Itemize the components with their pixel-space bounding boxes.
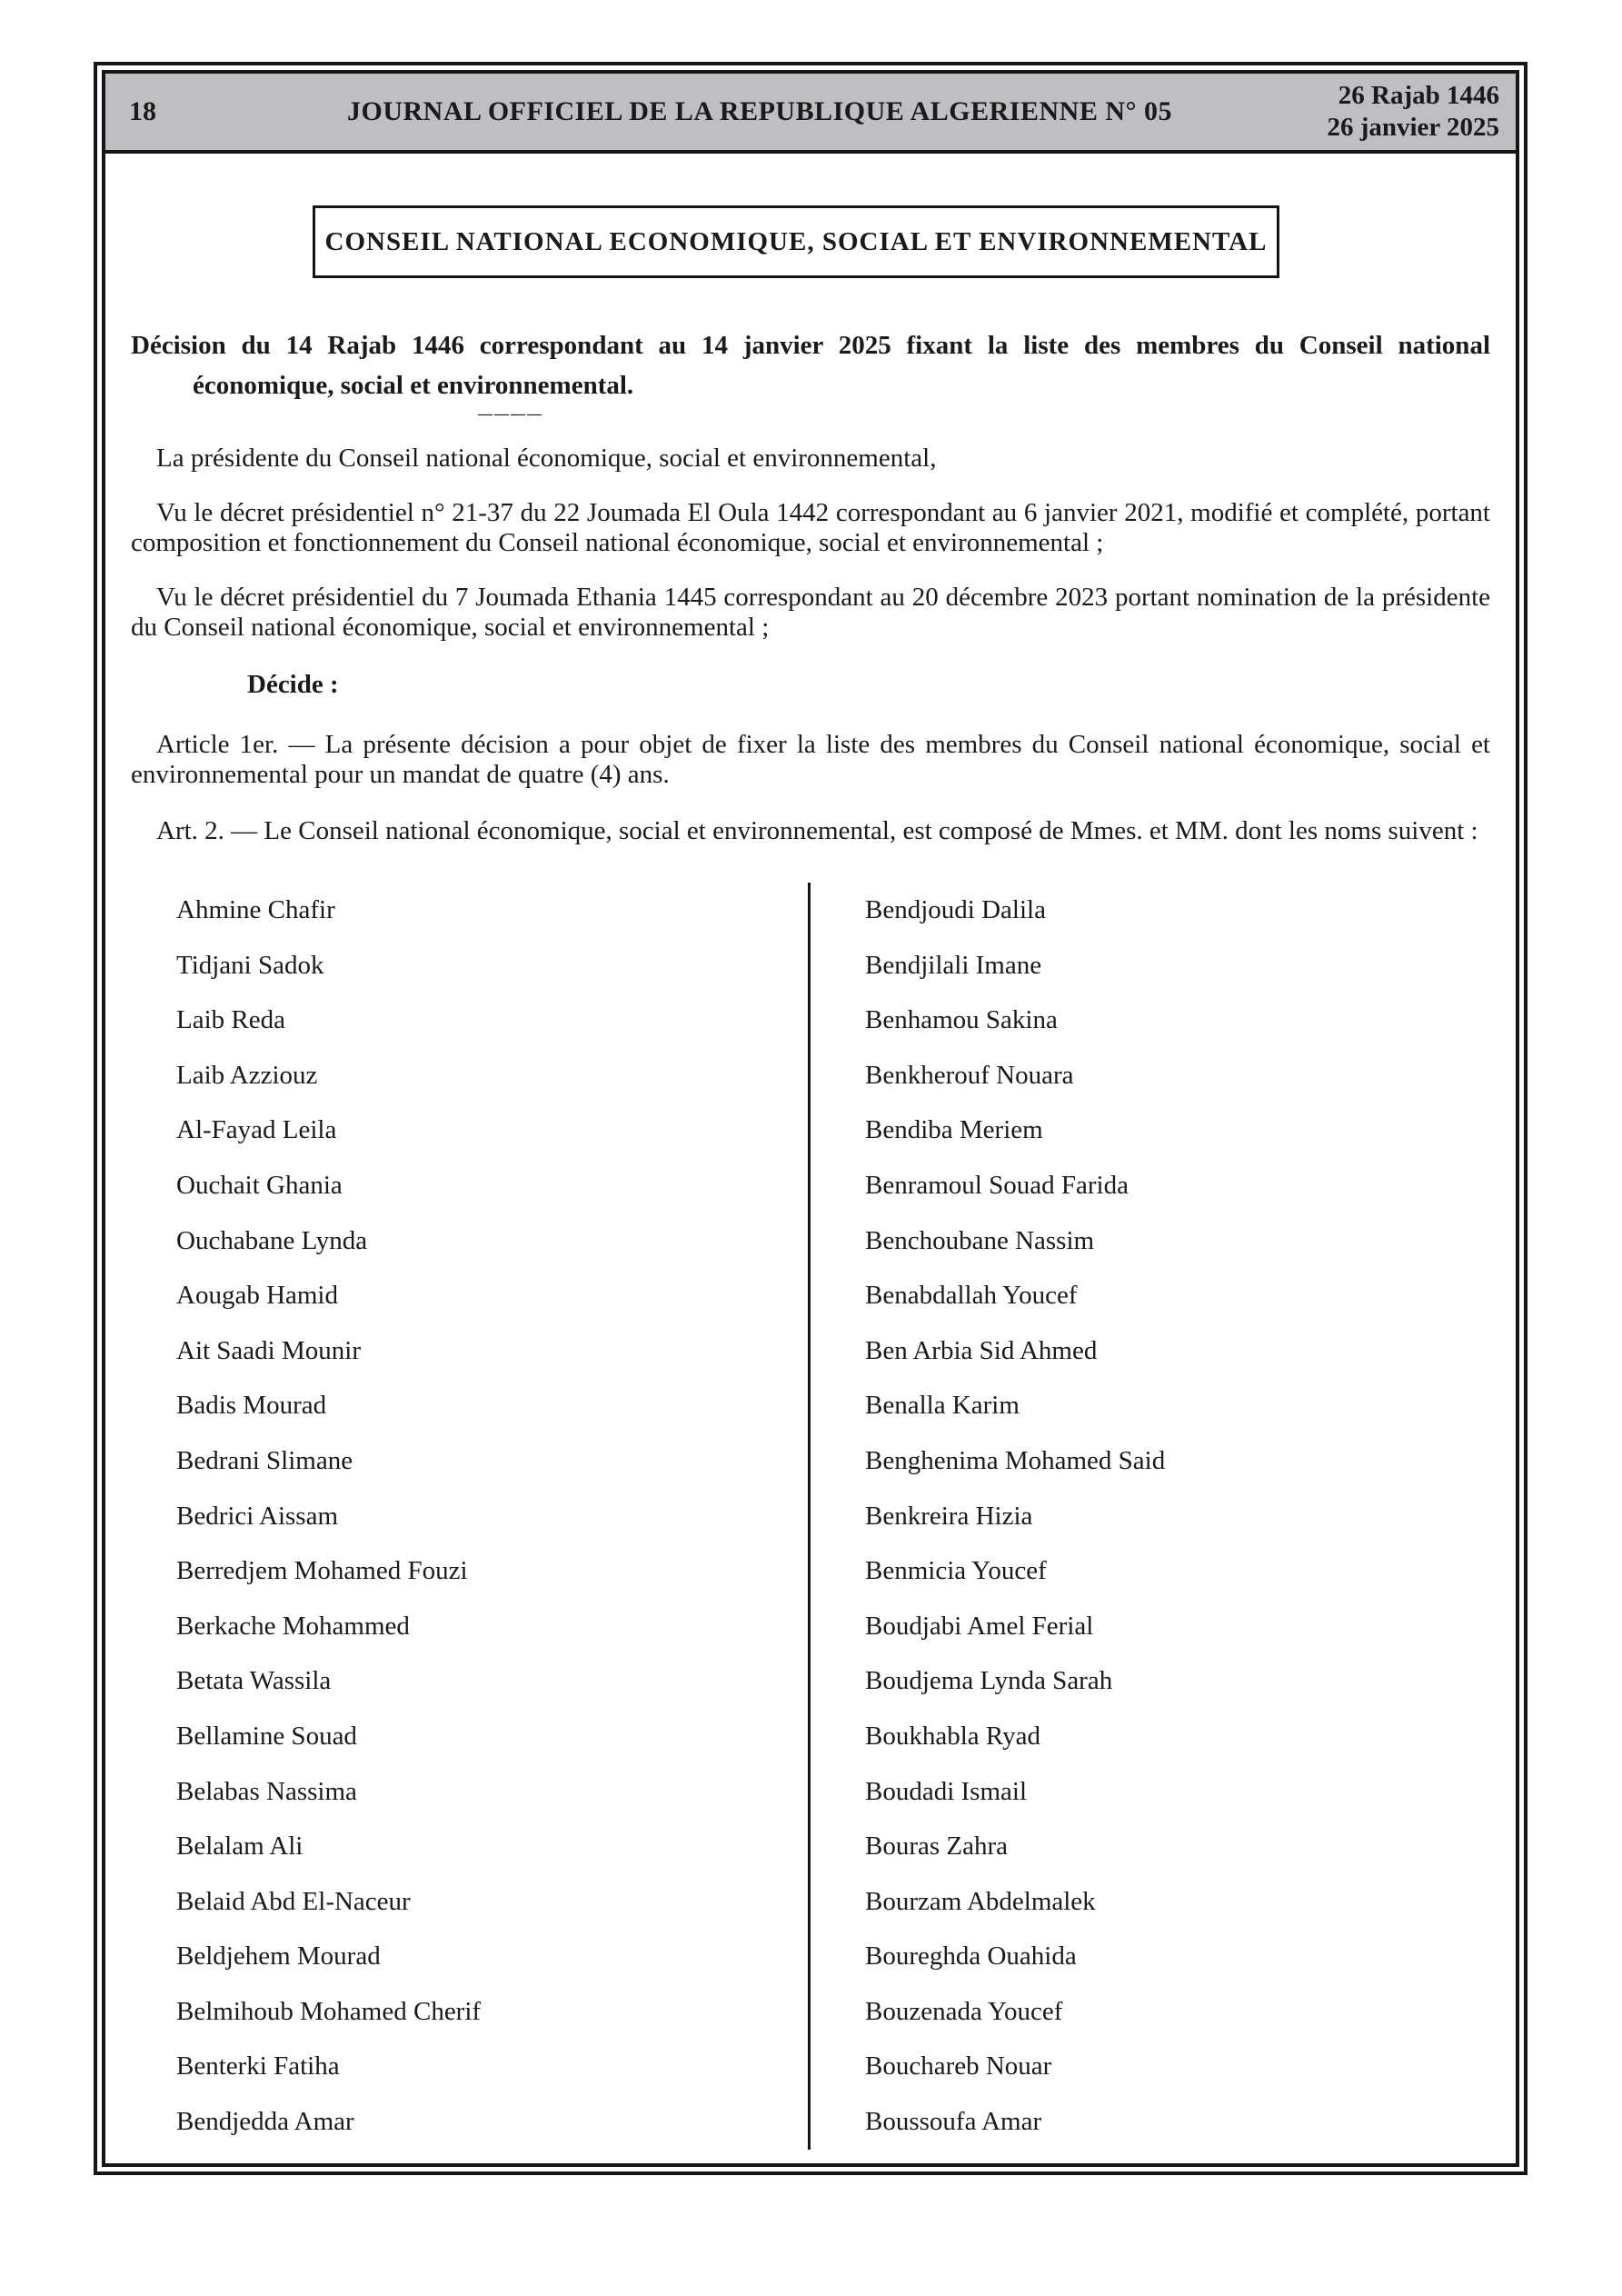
member-name: Benramoul Souad Farida (865, 1170, 1129, 1200)
member-name: Bendiba Meriem (865, 1115, 1043, 1145)
member-name: Aougab Hamid (176, 1281, 338, 1311)
article-2: Art. 2. — Le Conseil national économique, social et environnemental, est composé de Mmes. et MM. dont les noms suivent : (156, 816, 1478, 845)
member-name: Boudjabi Amel Ferial (865, 1611, 1094, 1641)
page-content (105, 205, 1516, 2150)
member-name: Benghenima Mohamed Said (865, 1445, 1166, 1475)
page-number: 18 (129, 96, 156, 126)
members-column-left (131, 883, 811, 2150)
section-title: CONSEIL NATIONAL ECONOMIQUE, SOCIAL ET ENVIRONNEMENTAL (324, 226, 1268, 256)
member-name: Ouchabane Lynda (176, 1225, 368, 1255)
decision-heading-line1: Décision du 14 Rajab 1446 correspondant au 14 janvier 2025 fixant la liste des membres du Conseil national (131, 331, 1490, 360)
member-name: Bouchareb Nouar (865, 2051, 1052, 2081)
member-name: Bedrani Slimane (176, 1445, 353, 1475)
member-name: Badis Mourad (176, 1391, 327, 1421)
member-name: Tidjani Sadok (176, 950, 324, 980)
member-name: Bellamine Souad (176, 1721, 357, 1751)
member-name: Betata Wassila (176, 1666, 332, 1696)
decision-heading-line2: économique, social et environnemental. (193, 371, 634, 400)
member-name: Belabas Nassima (176, 1776, 357, 1806)
member-name: Berkache Mohammed (176, 1611, 410, 1641)
paragraph-presidente: La présidente du Conseil national économique, social et environnemental, (156, 444, 937, 473)
header-band (105, 74, 1516, 154)
paragraph-visa-2: Vu le décret présidentiel du 7 Joumada Ethania 1445 correspondant au 20 décembre 2023 portant nomination de la présidente du Conseil national économique, social et environnemental ; (131, 583, 1490, 642)
dash-separator: — — — — (478, 406, 541, 422)
member-name: Boureghda Ouahida (865, 1942, 1077, 1972)
member-name: Belmihoub Mohamed Cherif (176, 1996, 482, 2026)
page-frame-inner (102, 70, 1519, 2167)
member-name: Laib Azziouz (176, 1060, 318, 1090)
member-name: Bedrici Aissam (176, 1501, 339, 1531)
member-name: Ouchait Ghania (176, 1170, 343, 1200)
member-name: Berredjem Mohamed Fouzi (176, 1556, 468, 1586)
paragraph-visa-1: Vu le décret présidentiel n° 21-37 du 22 Joumada El Oula 1442 correspondant au 6 janvier 2021, modifié et complété, portant composition et fonctionnement du Conseil national économique, social et environnemental ; (131, 498, 1490, 557)
journal-dates (1272, 80, 1516, 144)
members-column-right (811, 883, 1490, 2150)
decide-label: Décide : (247, 670, 339, 699)
date-gregorian: 26 janvier 2025 (1327, 113, 1499, 142)
member-name: Benabdallah Youcef (865, 1281, 1078, 1311)
member-name: Bendjoudi Dalila (865, 895, 1046, 924)
member-name: Benchoubane Nassim (865, 1225, 1095, 1255)
member-name: Al-Fayad Leila (176, 1115, 337, 1145)
section-title-box (313, 205, 1279, 278)
member-name: Boukhabla Ryad (865, 1721, 1040, 1751)
member-name: Beldjehem Mourad (176, 1942, 381, 1972)
members-columns (131, 883, 1490, 2150)
member-name: Bourzam Abdelmalek (865, 1886, 1096, 1916)
member-name: Boudjema Lynda Sarah (865, 1666, 1113, 1696)
date-hijri: 26 Rajab 1446 (1338, 81, 1499, 110)
member-name: Belalam Ali (176, 1832, 304, 1862)
member-name: Boudadi Ismail (865, 1776, 1028, 1806)
article-1: Article 1er. — La présente décision a pour objet de fixer la liste des membres du Conseil national économique, social et environnemental pour un mandat de quatre (4) ans. (131, 730, 1490, 789)
member-name: Ben Arbia Sid Ahmed (865, 1335, 1098, 1365)
decision-heading (131, 325, 1490, 405)
member-name: Ait Saadi Mounir (176, 1335, 361, 1365)
page-frame (94, 62, 1527, 2175)
member-name: Bendjilali Imane (865, 950, 1042, 980)
member-name: Bendjedda Amar (176, 2107, 354, 2137)
journal-title: JOURNAL OFFICIEL DE LA REPUBLIQUE ALGERIENNE N° 05 (347, 96, 1172, 126)
member-name: Benkherouf Nouara (865, 1060, 1074, 1090)
member-name: Boussoufa Amar (865, 2107, 1042, 2137)
member-name: Benalla Karim (865, 1391, 1020, 1421)
member-name: Laib Reda (176, 1005, 285, 1035)
member-name: Bouzenada Youcef (865, 1996, 1063, 2026)
member-name: Benkreira Hizia (865, 1501, 1033, 1531)
member-name: Belaid Abd El-Naceur (176, 1886, 411, 1916)
member-name: Benmicia Youcef (865, 1556, 1047, 1586)
member-name: Benterki Fatiha (176, 2051, 340, 2081)
member-name: Benhamou Sakina (865, 1005, 1058, 1035)
member-name: Ahmine Chafir (176, 895, 335, 924)
member-name: Bouras Zahra (865, 1832, 1009, 1862)
